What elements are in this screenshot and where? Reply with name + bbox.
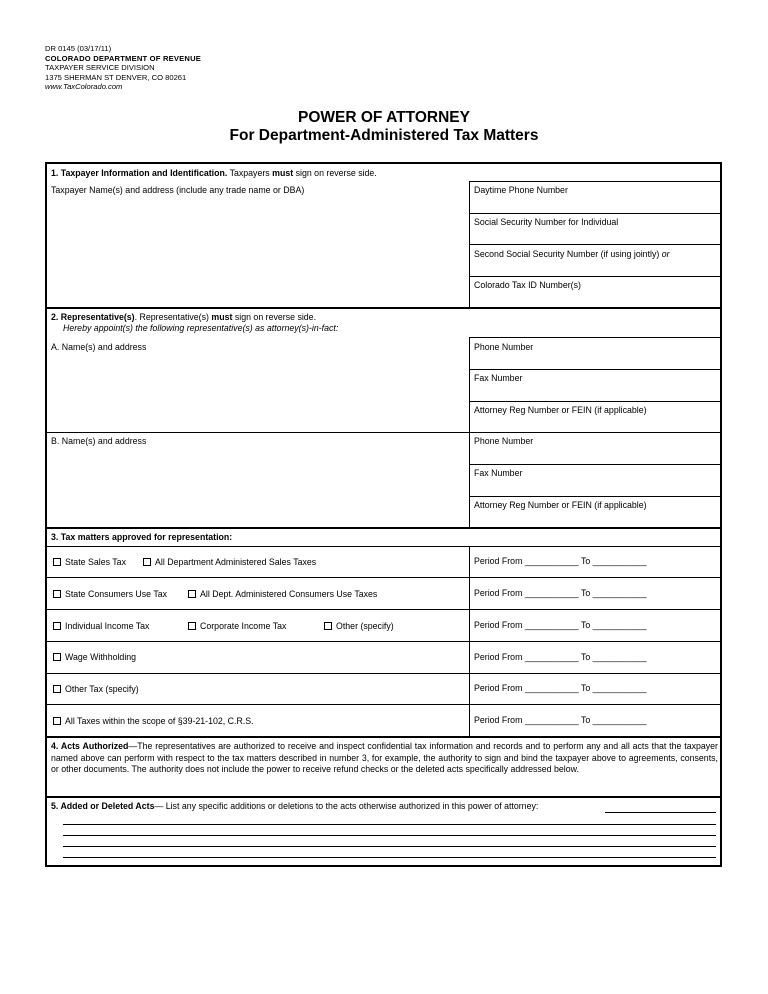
added-deleted-acts-line[interactable] xyxy=(63,835,716,836)
period-field-2[interactable]: Period From ___________ To ___________ xyxy=(474,588,647,598)
section2-heading: 2. Representative(s). Representative(s) must sign on reverse side. xyxy=(51,312,317,322)
checkbox-icon[interactable] xyxy=(53,717,61,725)
checkbox-icon[interactable] xyxy=(53,590,61,598)
other-tax-checkbox[interactable]: Other Tax (specify) xyxy=(53,684,139,695)
rep-b-name-field[interactable]: B. Name(s) and address xyxy=(51,436,147,446)
corporate-income-tax-checkbox[interactable]: Corporate Income Tax xyxy=(188,621,286,632)
checkbox-icon[interactable] xyxy=(53,622,61,630)
checkbox-icon[interactable] xyxy=(53,558,61,566)
consumers-use-tax-checkbox[interactable]: State Consumers Use Tax xyxy=(53,589,167,600)
period-field-1[interactable]: Period From ___________ To ___________ xyxy=(474,556,647,566)
section1-heading: 1. Taxpayer Information and Identification. Taxpayers must sign on reverse side. xyxy=(51,168,377,178)
added-deleted-acts-line[interactable] xyxy=(63,857,716,858)
website-link[interactable]: www.TaxColorado.com xyxy=(45,82,123,92)
acts-authorized-text: —The representatives are authorized to receive and inspect confidential tax information and records and to perform any and all acts that the taxpayer named above can perform with respect to the tax matters described in number 3, for example, the authority to sign and bind the taxpayer above to agreements, consents, or other documents. The authority does not include the power to receive refund checks or the deleted acts specifically addressed below. xyxy=(51,741,718,775)
tax-id-field[interactable]: Colorado Tax ID Number(s) xyxy=(474,280,581,290)
taxpayer-name-field[interactable]: Taxpayer Name(s) and address (include any trade name or DBA) xyxy=(51,185,305,195)
period-field-3[interactable]: Period From ___________ To ___________ xyxy=(474,620,647,630)
state-sales-tax-checkbox[interactable]: State Sales Tax xyxy=(53,557,126,568)
form-subtitle: For Department-Administered Tax Matters xyxy=(229,127,539,144)
division-name: TAXPAYER SERVICE DIVISION xyxy=(45,63,155,73)
department-name: COLORADO DEPARTMENT OF REVENUE xyxy=(45,53,202,63)
checkbox-icon[interactable] xyxy=(188,622,196,630)
form-header xyxy=(45,44,201,92)
rep-b-fax-field[interactable]: Fax Number xyxy=(474,468,523,478)
all-sales-taxes-checkbox[interactable]: All Department Administered Sales Taxes xyxy=(143,557,316,568)
added-deleted-acts-line[interactable] xyxy=(63,846,716,847)
period-field-6[interactable]: Period From ___________ To ___________ xyxy=(474,715,647,725)
daytime-phone-field[interactable]: Daytime Phone Number xyxy=(474,185,568,195)
ssn-field[interactable]: Social Security Number for Individual xyxy=(474,217,619,227)
section4-heading: 4. Acts Authorized xyxy=(51,741,129,751)
period-field-4[interactable]: Period From ___________ To ___________ xyxy=(474,652,647,662)
checkbox-icon[interactable] xyxy=(143,558,151,566)
period-field-5[interactable]: Period From ___________ To ___________ xyxy=(474,683,647,693)
checkbox-icon[interactable] xyxy=(53,685,61,693)
rep-a-phone-field[interactable]: Phone Number xyxy=(474,342,534,352)
added-deleted-acts-line[interactable] xyxy=(605,812,716,813)
added-deleted-acts-line[interactable] xyxy=(63,824,716,825)
department-address: 1375 SHERMAN ST DENVER, CO 80261 xyxy=(45,72,187,82)
rep-a-reg-field[interactable]: Attorney Reg Number or FEIN (if applicable) xyxy=(474,405,647,415)
other-specify-checkbox[interactable]: Other (specify) xyxy=(324,621,394,632)
checkbox-icon[interactable] xyxy=(188,590,196,598)
form-title: POWER OF ATTORNEY xyxy=(298,109,470,126)
form-number: DR 0145 (03/17/11) xyxy=(45,44,112,53)
added-deleted-acts-heading: 5. Added or Deleted Acts— List any specific additions or deletions to the acts otherwise authorized in this power of attorney: xyxy=(51,801,539,811)
appoint-statement: Hereby appoint(s) the following representative(s) as attorney(s)-in-fact: xyxy=(63,323,339,333)
wage-withholding-checkbox[interactable]: Wage Withholding xyxy=(53,652,136,663)
checkbox-icon[interactable] xyxy=(324,622,332,630)
all-use-taxes-checkbox[interactable]: All Dept. Administered Consumers Use Taxes xyxy=(188,589,377,600)
form-body xyxy=(45,162,722,867)
individual-income-tax-checkbox[interactable]: Individual Income Tax xyxy=(53,621,149,632)
section3-heading: 3. Tax matters approved for representation: xyxy=(51,532,233,542)
rep-b-reg-field[interactable]: Attorney Reg Number or FEIN (if applicable) xyxy=(474,500,647,510)
acts-authorized-section xyxy=(51,741,718,776)
rep-a-fax-field[interactable]: Fax Number xyxy=(474,373,523,383)
rep-a-name-field[interactable]: A. Name(s) and address xyxy=(51,342,147,352)
checkbox-icon[interactable] xyxy=(53,653,61,661)
rep-b-phone-field[interactable]: Phone Number xyxy=(474,436,534,446)
second-ssn-field[interactable]: Second Social Security Number (if using jointly) or xyxy=(474,249,670,259)
all-taxes-checkbox[interactable]: All Taxes within the scope of §39-21-102, C.R.S. xyxy=(53,716,254,727)
